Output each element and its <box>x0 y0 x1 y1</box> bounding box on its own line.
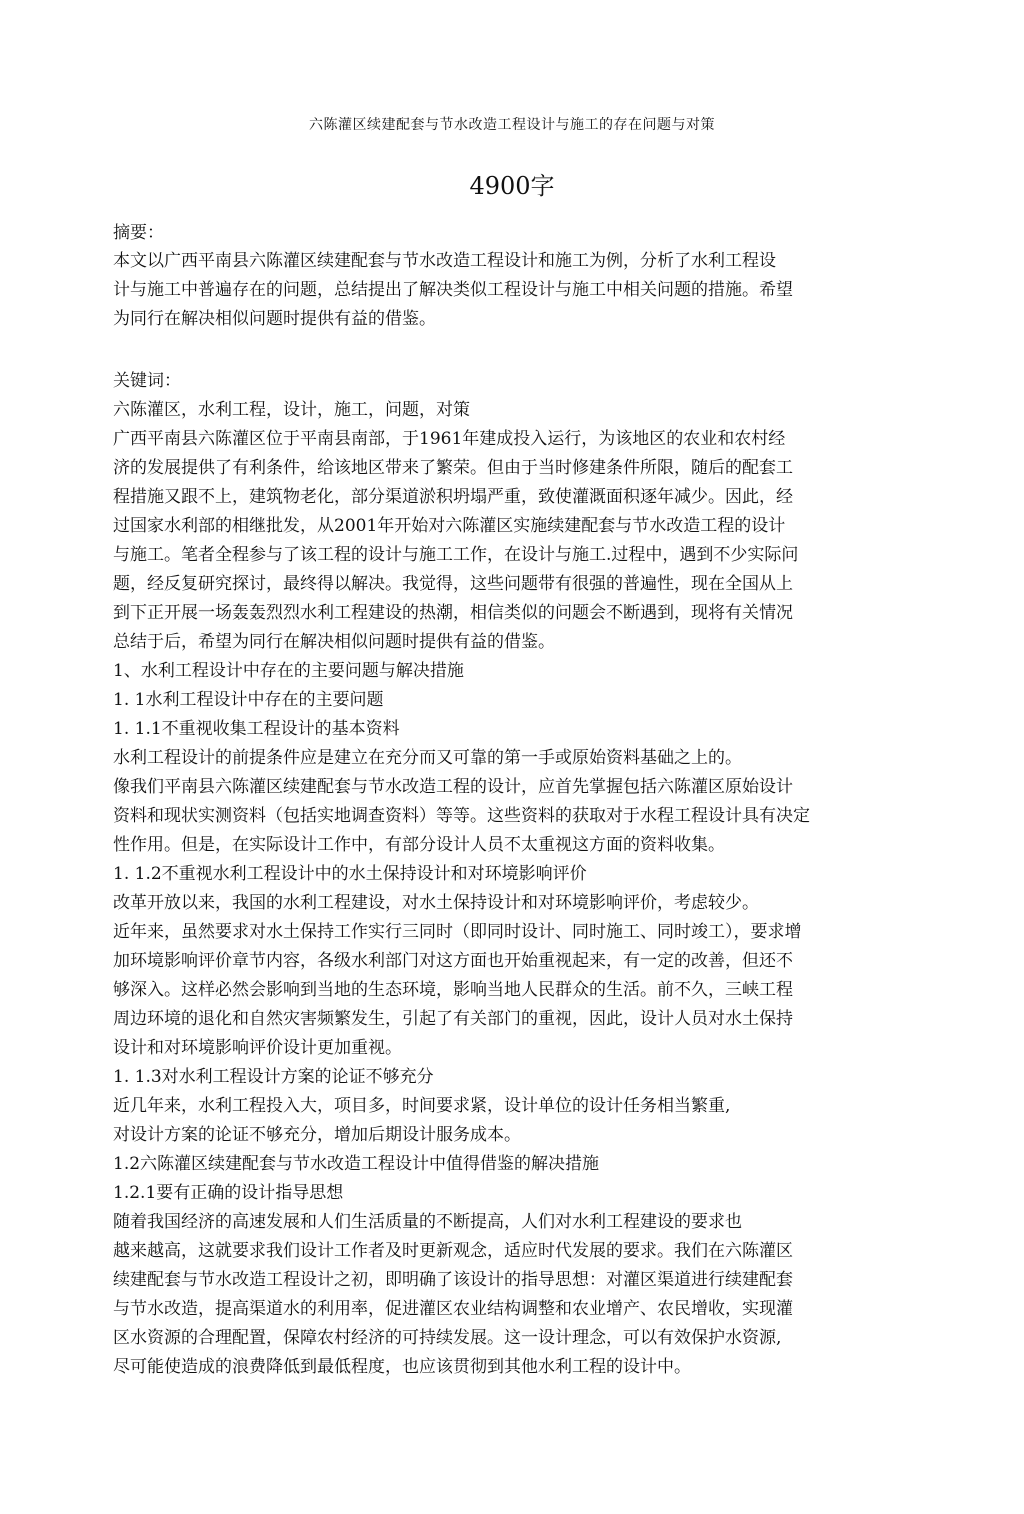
section-heading: 1、水利工程设计中存在的主要问题与解决措施 <box>113 661 464 681</box>
paragraph-line: 题，经反复研究探讨，最终得以解决。我觉得，这些问题带有很强的普遍性，现在全国从上 <box>113 574 793 594</box>
abstract-heading: 摘要： <box>113 223 164 243</box>
abstract-line: 为同行在解决相似问题时提供有益的借鉴。 <box>113 309 436 329</box>
paragraph-line: 像我们平南县六陈灌区续建配套与节水改造工程的设计，应首先掌握包括六陈灌区原始设计 <box>113 777 793 797</box>
paragraph-line: 到下正开展一场轰轰烈烈水利工程建设的热潮，相信类似的问题会不断遇到，现将有关情况 <box>113 603 793 623</box>
paragraph-line: 对设计方案的论证不够充分，增加后期设计服务成本。 <box>113 1125 521 1145</box>
paragraph-line: 水利工程设计的前提条件应是建立在充分而又可靠的第一手或原始资料基础之上的。 <box>113 748 742 768</box>
subsection-heading: 1. 1.3对水利工程设计方案的论证不够充分 <box>113 1067 434 1087</box>
paragraph-line: 加环境影响评价章节内容，各级水利部门对这方面也开始重视起来，有一定的改善，但还不 <box>113 951 793 971</box>
paragraph-line: 程措施又跟不上，建筑物老化，部分渠道淤积坍塌严重，致使灌溉面积逐年减少。因此，经 <box>113 487 793 507</box>
paragraph-line: 随着我国经济的高速发展和人们生活质量的不断提高，人们对水利工程建设的要求也 <box>113 1212 742 1232</box>
paragraph-line: 资料和现状实测资料（包括实地调查资料）等等。这些资料的获取对于水程工程设计具有决定 <box>113 806 810 826</box>
paragraph-line: 性作用。但是，在实际设计工作中，有部分设计人员不太重视这方面的资料收集。 <box>113 835 725 855</box>
paragraph-line: 近年来，虽然要求对水土保持工作实行三同时（即同时设计、同时施工、同时竣工），要求增 <box>113 922 802 942</box>
paragraph-line: 济的发展提供了有利条件，给该地区带来了繁荣。但由于当时修建条件所限，随后的配套工 <box>113 458 793 478</box>
subsection-heading: 1.2六陈灌区续建配套与节水改造工程设计中值得借鉴的解决措施 <box>113 1154 600 1174</box>
word-count: 4900字 <box>469 172 555 200</box>
paragraph-line: 过国家水利部的相继批发，从2001年开始对六陈灌区实施续建配套与节水改造工程的设计 <box>113 516 786 536</box>
paragraph-line: 续建配套与节水改造工程设计之初，即明确了该设计的指导思想：对灌区渠道进行续建配套 <box>113 1270 793 1290</box>
keywords-line: 六陈灌区，水利工程，设计，施工，问题，对策 <box>113 400 470 420</box>
paragraph-line: 区水资源的合理配置，保障农村经济的可持续发展。这一设计理念，可以有效保护水资源, <box>113 1328 782 1348</box>
subsection-heading: 1. 1水利工程设计中存在的主要问题 <box>113 690 384 710</box>
keywords-heading: 关键词： <box>113 371 181 391</box>
paragraph-line: 越来越高，这就要求我们设计工作者及时更新观念，适应时代发展的要求。我们在六陈灌区 <box>113 1241 793 1261</box>
subsection-heading: 1.2.1要有正确的设计指导思想 <box>113 1183 344 1203</box>
abstract-line: 计与施工中普遍存在的问题，总结提出了解决类似工程设计与施工中相关问题的措施。希望 <box>113 280 793 300</box>
paragraph-line: 尽可能使造成的浪费降低到最低程度，也应该贯彻到其他水利工程的设计中。 <box>113 1357 691 1377</box>
document-title: 六陈灌区续建配套与节水改造工程设计与施工的存在问题与对策 <box>309 117 715 133</box>
paragraph-line: 总结于后，希望为同行在解决相似问题时提供有益的借鉴。 <box>113 632 555 652</box>
paragraph-line: 近几年来，水利工程投入大，项目多，时间要求紧，设计单位的设计任务相当繁重, <box>113 1096 731 1116</box>
paragraph-line: 与节水改造，提高渠道水的利用率，促进灌区农业结构调整和农业增产、农民增收，实现灌 <box>113 1299 793 1319</box>
subsection-heading: 1. 1.2不重视水利工程设计中的水土保持设计和对环境影响评价 <box>113 864 587 884</box>
abstract-line: 本文以广西平南县六陈灌区续建配套与节水改造工程设计和施工为例，分析了水利工程设 <box>113 251 776 271</box>
paragraph-line: 设计和对环境影响评价设计更加重视。 <box>113 1038 402 1058</box>
paragraph-line: 周边环境的退化和自然灾害频繁发生，引起了有关部门的重视，因此，设计人员对水土保持 <box>113 1009 793 1029</box>
paragraph-line: 与施工。笔者全程参与了该工程的设计与施工工作，在设计与施工.过程中，遇到不少实际问 <box>113 545 799 565</box>
paragraph-line: 改革开放以来，我国的水利工程建设，对水土保持设计和对环境影响评价，考虑较少。 <box>113 893 759 913</box>
paragraph-line: 广西平南县六陈灌区位于平南县南部，于1961年建成投入运行，为该地区的农业和农村经 <box>113 429 786 449</box>
paragraph-line: 够深入。这样必然会影响到当地的生态环境，影响当地人民群众的生活。前不久，三峡工程 <box>113 980 793 1000</box>
subsection-heading: 1. 1.1不重视收集工程设计的基本资料 <box>113 719 400 739</box>
